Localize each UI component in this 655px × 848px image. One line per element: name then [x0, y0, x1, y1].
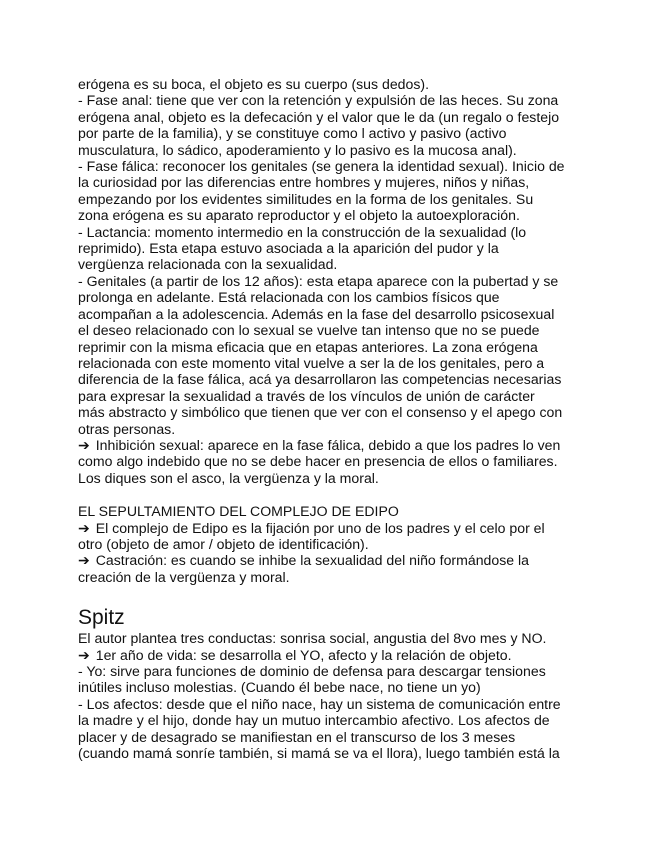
edipo-item-2	[78, 552, 578, 568]
text-line: - Fase anal: tiene que ver con la retención y expulsión de las heces. Su zona	[78, 92, 559, 109]
spitz-intro: El autor plantea tres conductas: sonrisa social, angustia del 8vo mes y NO.	[78, 630, 547, 647]
spitz-item-1-text: 1er año de vida: se desarrolla el YO, afecto y la relación de objeto.	[91, 646, 512, 663]
spitz-section	[78, 606, 578, 761]
edipo-item-1-text: El complejo de Edipo es la fijación por uno de los padres y el celo por el	[91, 519, 545, 536]
text-line: diferencia de la fase fálica, acá ya desarrollaron las competencias necesarias	[78, 371, 562, 388]
text-line: como algo indebido que no se debe hacer en presencia de ellos o familiares.	[78, 453, 558, 470]
text-line: por parte de la familia), y se constituye como l activo y pasivo (activo	[78, 125, 507, 142]
inhibicion-text: Inhibición sexual: aparece en la fase fálica, debido a que los padres lo ven	[91, 436, 561, 453]
text-line: (cuando mamá sonríe también, si mamá se va el llora), luego también está la	[78, 745, 560, 762]
text-line: reprimido). Esta etapa estuvo asociada a la aparición del pudor y la	[78, 240, 499, 257]
text-line: acompañan a la adolescencia. Además en la fase del desarrollo psicosexual	[78, 305, 555, 322]
text-line: erógena es su boca, el objeto es su cuerpo (sus dedos).	[78, 76, 429, 92]
text-line: vergüenza relacionada con la sexualidad.	[78, 256, 338, 273]
edipo-item-2-text: Castración: es cuando se inhibe la sexualidad del niño formándose la	[91, 552, 529, 569]
text-line: el deseo relacionado con lo sexual se vuelve tan intenso que no se puede	[78, 322, 540, 339]
text-line: creación de la vergüenza y moral.	[78, 568, 290, 585]
arrow-icon: ➔	[78, 552, 90, 569]
psychosexual-phases-paragraph	[78, 76, 578, 486]
section-heading-spitz: Spitz	[78, 606, 125, 630]
section-heading-edipo: EL SEPULTAMIENTO DEL COMPLEJO DE EDIPO	[78, 503, 399, 520]
text-line: inútiles incluso molestias. (Cuando él bebe nace, no tiene un yo)	[78, 679, 481, 696]
text-line: - Genitales (a partir de los 12 años): esta etapa aparece con la pubertad y se	[78, 272, 559, 289]
arrow-icon: ➔	[78, 519, 90, 536]
text-line: reprimir con la misma eficacia que en etapas anteriores. La zona erógena	[78, 338, 538, 355]
edipo-section	[78, 503, 578, 585]
paragraph-spacer	[78, 486, 578, 501]
text-line: prolonga en adelante. Está relacionada con los cambios físicos que	[78, 289, 500, 306]
text-line: - Fase fálica: reconocer los genitales (se genera la identidad sexual). Inicio de	[78, 158, 565, 175]
text-line: para expresar la sexualidad a través de los vínculos de unión de carácter	[78, 387, 535, 404]
document-page	[78, 76, 578, 761]
text-line: otras personas.	[78, 420, 176, 437]
text-line: la curiosidad por las diferencias entre hombres y mujeres, niños y niñas,	[78, 174, 530, 191]
text-line: musculatura, lo sádico, apoderamiento y lo pasivo es la mucosa anal).	[78, 141, 517, 158]
text-line: erógena anal, objeto es la defecación y el valor que le da (un regalo o festejo	[78, 108, 560, 125]
text-line: zona erógena es su aparato reproductor y el objeto la autoexploración.	[78, 207, 520, 224]
spitz-item-1	[78, 647, 578, 663]
text-line: relacionada con este momento vital vuelve a ser la de los genitales, pero a	[78, 354, 545, 371]
arrow-icon: ➔	[78, 436, 90, 453]
text-line: más abstracto y simbólico que tienen que ver con el consenso y el apego con	[78, 404, 563, 421]
inhibicion-item	[78, 437, 578, 453]
text-line: empezando por los evidentes similitudes en la forma de los genitales. Su	[78, 190, 534, 207]
text-line: - Lactancia: momento intermedio en la construcción de la sexualidad (lo	[78, 223, 527, 240]
text-line: placer y de desagrado se manifiestan en el transcurso de los 3 meses	[78, 728, 516, 745]
text-line: - Los afectos: desde que el niño nace, hay un sistema de comunicación entre	[78, 695, 561, 712]
edipo-item-1	[78, 520, 578, 536]
text-line: - Yo: sirve para funciones de dominio de defensa para descargar tensiones	[78, 663, 546, 679]
text-line: Los diques son el asco, la vergüenza y la moral.	[78, 469, 379, 486]
arrow-icon: ➔	[78, 646, 90, 663]
text-line: otro (objeto de amor / objeto de identificación).	[78, 535, 369, 552]
text-line: la madre y el hijo, donde hay un mutuo intercambio afectivo. Los afectos de	[78, 712, 550, 729]
